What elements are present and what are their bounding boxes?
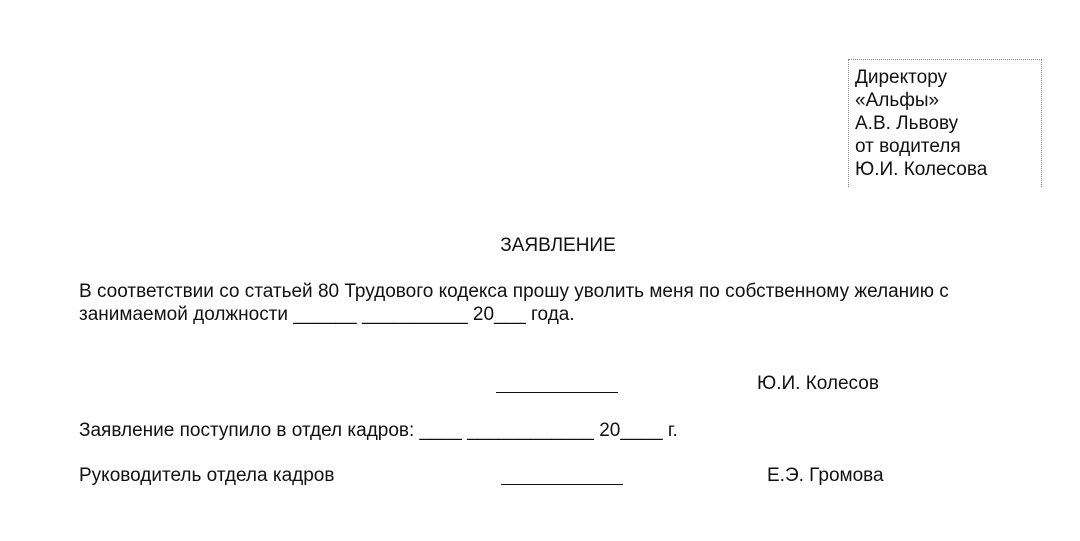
document-title: ЗАЯВЛЕНИЕ	[500, 235, 616, 256]
application-body	[79, 280, 1019, 326]
addressee-line-applicant-name: Ю.И. Колесова	[855, 159, 988, 180]
hr-head-signature-line	[501, 484, 623, 485]
addressee-line-company: «Альфы»	[855, 90, 940, 111]
applicant-signature-line	[496, 392, 618, 393]
hr-head-name: Е.Э. Громова	[767, 465, 884, 486]
application-body-line-2: занимаемой должности ______ __________ 20___ года.	[79, 304, 575, 325]
hr-received-line: Заявление поступило в отдел кадров: ____ ____________ 20____ г.	[79, 420, 678, 441]
addressee-line-position: Директору	[855, 67, 948, 88]
applicant-name: Ю.И. Колесов	[757, 373, 879, 394]
hr-head-label: Руководитель отдела кадров	[79, 465, 335, 486]
addressee-line-from: от водителя	[855, 136, 961, 157]
addressee-block	[848, 59, 1042, 187]
addressee-line-director-name: А.В. Львову	[855, 113, 959, 134]
application-body-line-1: В соответствии со статьей 80 Трудового кодекса прошу уволить меня по собственному желанию с	[79, 281, 949, 302]
